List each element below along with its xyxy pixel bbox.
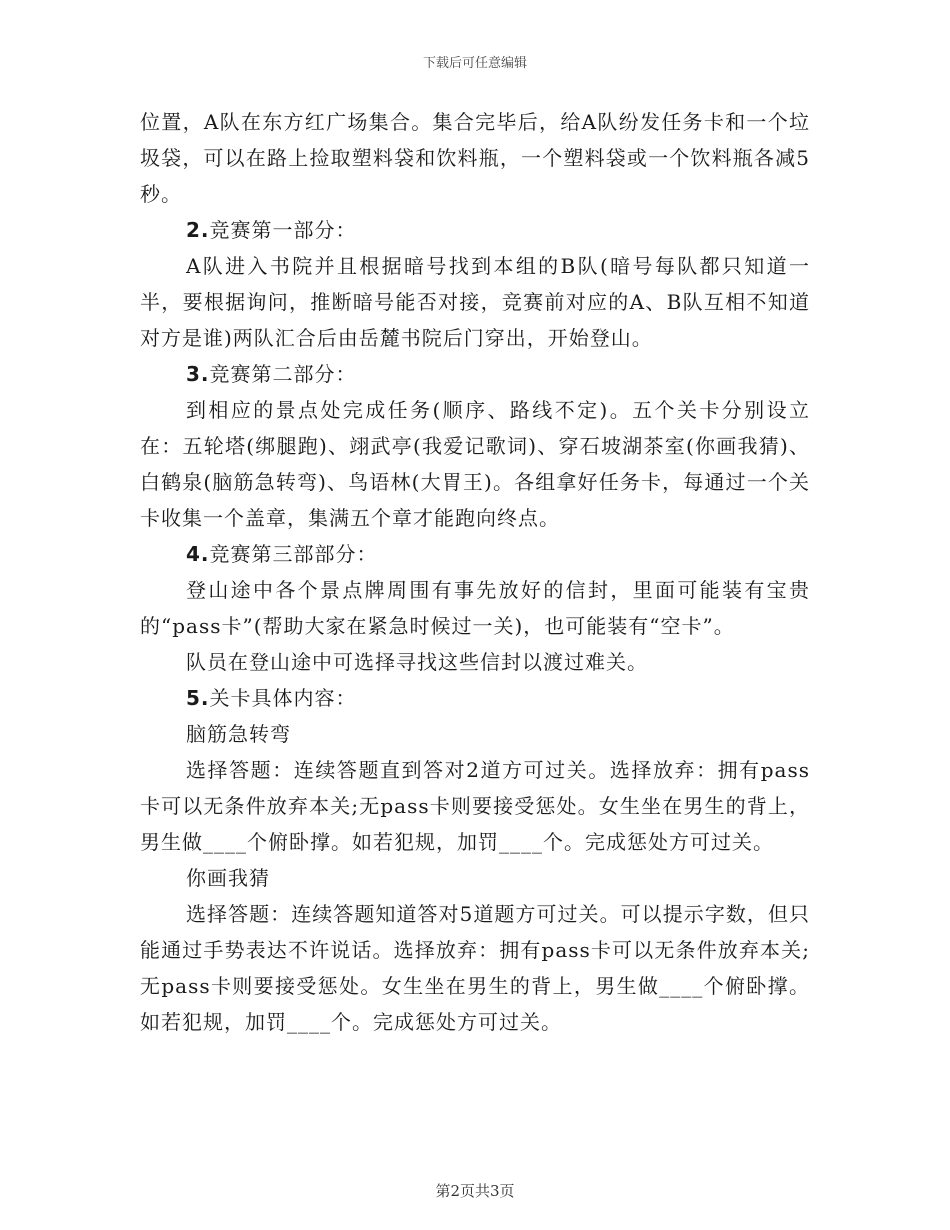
section-number: 4. — [186, 542, 210, 566]
section-heading-part-one — [140, 212, 810, 248]
section-title: 竞赛第三部部分： — [209, 542, 378, 566]
section-title: 竞赛第一部分： — [209, 218, 357, 242]
section-heading-part-three — [140, 536, 810, 572]
document-body — [140, 104, 810, 1040]
section-number: 3. — [186, 362, 210, 386]
section-title: 竞赛第二部分： — [209, 362, 357, 386]
section-number: 5. — [186, 686, 210, 710]
paragraph-part-three-search: 队员在登山途中可选择寻找这些信封以渡过难关。 — [186, 650, 648, 674]
section-title: 关卡具体内容： — [209, 686, 357, 710]
paragraph-assembly: 位置，A队在东方红广场集合。集合完毕后，给A队纷发任务卡和一个垃圾袋，可以在路上捡取塑料袋和饮料瓶，一个塑料袋或一个饮料瓶各减5秒。 — [140, 110, 810, 206]
paragraph-brain-teaser-rules: 选择答题：连续答题直到答对2道方可过关。选择放弃：拥有pass卡可以无条件放弃本关;无pass卡则要接受惩处。女生坐在男生的背上，男生做____个俯卧撑。如若犯规，加罚____个。完成惩处方可过关。 — [140, 758, 810, 854]
paragraph-part-one: A队进入书院并且根据暗号找到本组的B队(暗号每队都只知道一半，要根据询问，推断暗号能否对接，竞赛前对应的A、B队互相不知道对方是谁)两队汇合后由岳麓书院后门穿出，开始登山。 — [140, 254, 810, 350]
subheading-brain-teaser: 脑筋急转弯 — [186, 722, 291, 746]
paragraph-draw-guess-rules: 选择答题：连续答题知道答对5道题方可过关。可以提示字数，但只能通过手势表达不许说话。选择放弃：拥有pass卡可以无条件放弃本关;无pass卡则要接受惩处。女生坐在男生的背上，男生做____个俯卧撑。如若犯规，加罚____个。完成惩处方可过关。 — [140, 902, 810, 1034]
paragraph-part-two: 到相应的景点处完成任务(顺序、路线不定)。五个关卡分别设立在：五轮塔(绑腿跑)、翊武亭(我爱记歌词)、穿石坡湖茶室(你画我猜)、白鹤泉(脑筋急转弯)、鸟语林(大胃王)。各组拿好任务卡，每通过一个关卡收集一个盖章，集满五个章才能跑向终点。 — [140, 398, 810, 530]
page-header: 下载后可任意编辑 — [422, 56, 527, 71]
page-footer: 第2页共3页 — [435, 1182, 515, 1200]
section-heading-part-two — [140, 356, 810, 392]
section-number: 2. — [186, 218, 210, 242]
section-heading-checkpoints — [140, 680, 810, 716]
paragraph-part-three-envelopes: 登山途中各个景点牌周围有事先放好的信封，里面可能装有宝贵的“pass卡”(帮助大家在紧急时候过一关)，也可能装有“空卡”。 — [140, 578, 810, 638]
subheading-draw-guess: 你画我猜 — [186, 866, 270, 890]
